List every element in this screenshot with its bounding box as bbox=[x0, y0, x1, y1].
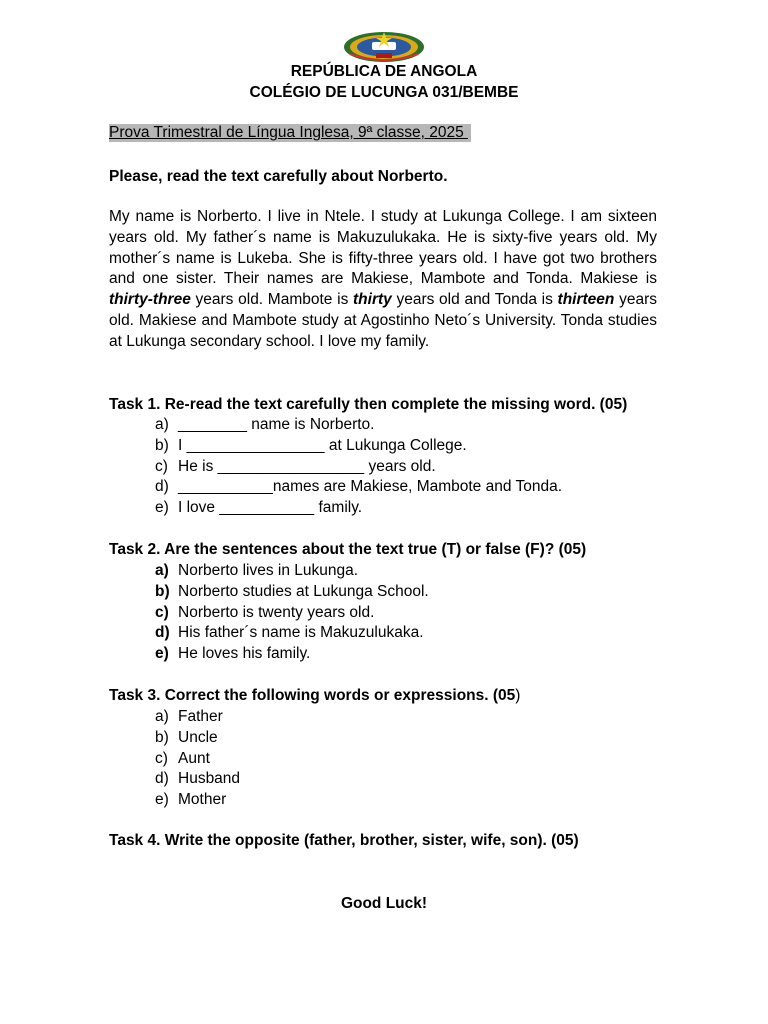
item-text: I ________________ at Lukunga College. bbox=[178, 436, 467, 454]
list-item bbox=[155, 769, 240, 790]
task3-title-text: Task 3. Correct the following words or expressions. (05 bbox=[109, 687, 516, 704]
list-item bbox=[155, 728, 240, 749]
item-text: He loves his family. bbox=[178, 645, 311, 663]
list-item bbox=[155, 749, 240, 770]
closing-message: Good Luck! bbox=[340, 895, 428, 912]
task1-list bbox=[155, 415, 562, 519]
item-label: c) bbox=[155, 749, 168, 767]
item-text: His father´s name is Makuzulukaka. bbox=[178, 624, 424, 642]
list-item bbox=[155, 623, 429, 644]
reading-passage bbox=[109, 207, 657, 353]
item-label: b) bbox=[155, 436, 169, 454]
item-text: Norberto lives in Lukunga. bbox=[178, 562, 359, 579]
country-heading: REPÚBLICA DE ANGOLA bbox=[290, 63, 478, 80]
list-item bbox=[155, 561, 429, 582]
passage-text: years old. Mambote is bbox=[190, 291, 354, 309]
task2-list bbox=[155, 561, 429, 665]
item-label: d) bbox=[155, 478, 169, 496]
list-item bbox=[155, 707, 240, 728]
passage-text: My name is Norberto. I live in Ntele. I study at Lukunga College. I am sixteen years old. My father´s name is Makuzulukaka. He is sixty-five years old. My mother´s name is Lukeba. She is fifty-three years old. I have got two brothers and one sister. Their names are Makiese, Mambote and Tonda. Makiese is bbox=[109, 208, 657, 288]
item-label: b) bbox=[155, 582, 170, 600]
item-text: Norberto is twenty years old. bbox=[178, 603, 375, 621]
item-text: I love ___________ family. bbox=[178, 499, 363, 517]
list-item bbox=[155, 603, 429, 624]
item-label: e) bbox=[155, 499, 169, 517]
list-item bbox=[155, 498, 562, 519]
item-label: b) bbox=[155, 728, 169, 746]
item-text: Norberto studies at Lukunga School. bbox=[178, 582, 429, 600]
exam-subject: Prova Trimestral de Língua Inglesa, 9ª classe, 2025 bbox=[109, 124, 471, 142]
reading-instruction: Please, read the text carefully about Norberto. bbox=[109, 168, 448, 185]
task4-title: Task 4. Write the opposite (father, brother, sister, wife, son). (05) bbox=[109, 832, 579, 849]
item-label: e) bbox=[155, 791, 169, 809]
item-label: d) bbox=[155, 624, 170, 642]
passage-text: years old and Tonda is bbox=[391, 291, 558, 309]
list-item bbox=[155, 790, 240, 811]
item-text: Father bbox=[178, 708, 223, 725]
item-label: c) bbox=[155, 457, 168, 475]
item-text: Mother bbox=[178, 791, 227, 809]
item-text: Aunt bbox=[178, 749, 210, 767]
item-text: He is _________________ years old. bbox=[178, 457, 436, 475]
task3-list bbox=[155, 707, 240, 811]
emphasis-age: thirteen bbox=[557, 291, 615, 309]
task3-title bbox=[109, 687, 520, 705]
emphasis-age: thirty-three bbox=[109, 291, 191, 309]
item-label: a) bbox=[155, 416, 169, 433]
list-item bbox=[155, 415, 562, 436]
item-text: ___________names are Makiese, Mambote and Tonda. bbox=[178, 478, 563, 496]
item-label: e) bbox=[155, 645, 169, 663]
list-item bbox=[155, 436, 562, 457]
list-item bbox=[155, 582, 429, 603]
list-item bbox=[155, 457, 562, 478]
item-text: ________ name is Norberto. bbox=[178, 416, 375, 433]
task3-title-close: ) bbox=[515, 687, 521, 704]
list-item bbox=[155, 644, 429, 665]
emphasis-age: thirty bbox=[353, 291, 392, 309]
item-text: Husband bbox=[178, 770, 241, 788]
school-heading: COLÉGIO DE LUCUNGA 031/BEMBE bbox=[249, 84, 519, 101]
passage-text: years old. Makiese and Mambote study at Agostinho Neto´s University. Tonda studies at Lukunga secondary school. I love my family. bbox=[109, 291, 657, 350]
item-label: a) bbox=[155, 562, 169, 579]
task1-title: Task 1. Re-read the text carefully then complete the missing word. (05) bbox=[109, 396, 628, 413]
list-item bbox=[155, 477, 562, 498]
item-label: a) bbox=[155, 708, 169, 725]
task2-title: Task 2. Are the sentences about the text true (T) or false (F)? (05) bbox=[109, 541, 587, 558]
item-text: Uncle bbox=[178, 728, 218, 746]
item-label: c) bbox=[155, 603, 169, 621]
item-label: d) bbox=[155, 770, 169, 788]
angola-coat-of-arms-icon bbox=[342, 26, 426, 64]
